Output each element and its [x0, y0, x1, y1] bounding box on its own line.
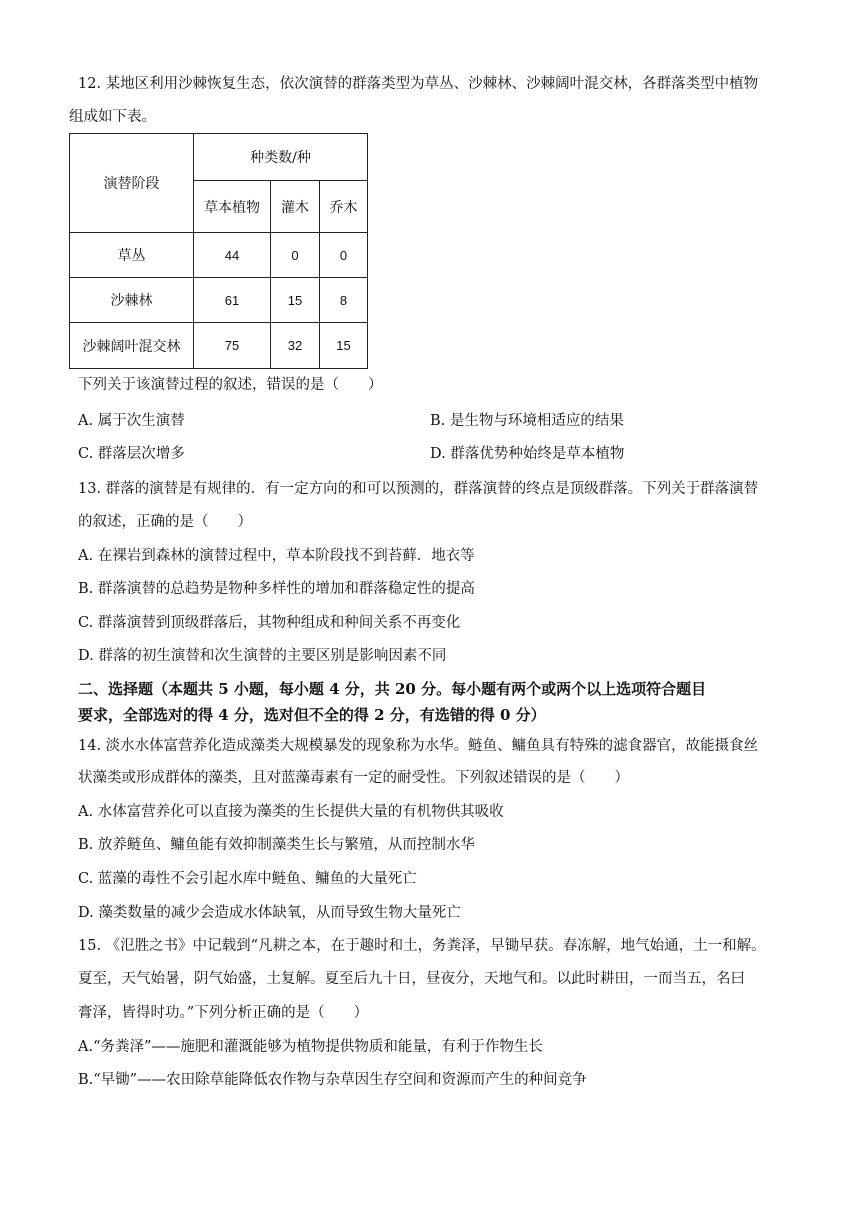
table-cell: 44: [194, 233, 271, 278]
q13-stem-line1: 13. 群落的演替是有规律的．有一定方向的和可以预测的，群落演替的终点是顶级群落。下列关于群落演替: [78, 481, 759, 497]
table-col-shrub: 灌木: [271, 181, 320, 233]
q13-stem-line2: 的叙述，正确的是（ ）: [78, 514, 252, 530]
table-cell: 15: [271, 278, 320, 323]
table-row: [70, 233, 368, 278]
section2-line1: 二、选择题（本题共 5 小题，每小题 4 分，共 20 分。每小题有两个或两个以上选项符合题目: [78, 680, 707, 698]
q12-stem-line1: 12. 某地区利用沙棘恢复生态，依次演替的群落类型为草丛、沙棘林、沙棘阔叶混交林，各群落类型中植物: [78, 76, 759, 92]
q15-option-a[interactable]: A.“务粪泽”——施肥和灌溉能够为植物提供物质和能量，有利于作物生长: [78, 1039, 543, 1055]
table-header-stage: 演替阶段: [70, 134, 194, 233]
q13-option-d[interactable]: D. 群落的初生演替和次生演替的主要区别是影响因素不同: [78, 648, 447, 664]
table-cell: 15: [320, 323, 368, 369]
q14-option-d[interactable]: D. 藻类数量的减少会造成水体缺氧，从而导致生物大量死亡: [78, 905, 461, 921]
table-header-species: 种类数/种: [194, 134, 368, 181]
section2-line2: 要求，全部选对的得 4 分，选对但不全的得 2 分，有选错的得 0 分）: [78, 706, 546, 724]
q12-question: 下列关于该演替过程的叙述，错误的是（ ）: [78, 377, 383, 393]
q14-stem-line2: 状藻类或形成群体的藻类，且对蓝藻毒素有一定的耐受性。下列叙述错误的是（ ）: [78, 770, 629, 786]
q15-stem-line3: 膏泽，皆得时功。”下列分析正确的是（ ）: [78, 1005, 369, 1021]
q14-option-b[interactable]: B. 放养鲢鱼、鳙鱼能有效抑制藻类生长与繁殖，从而控制水华: [78, 837, 475, 853]
table-cell: 0: [320, 233, 368, 278]
q15-option-b[interactable]: B.“早锄”——农田除草能降低农作物与杂草因生存空间和资源而产生的种间竞争: [78, 1072, 587, 1088]
table-cell: 0: [271, 233, 320, 278]
q15-stem-line2: 夏至，天气始暑，阴气始盛，土复解。夏至后九十日，昼夜分，天地气和。以此时耕田，一而当五，名曰: [78, 971, 745, 987]
table-cell-stage: 沙棘林: [70, 278, 194, 323]
q14-stem-line1: 14. 淡水水体富营养化造成藻类大规模暴发的现象称为水华。鲢鱼、鳙鱼具有特殊的滤食器官，故能摄食丝: [78, 738, 759, 754]
q12-option-c[interactable]: C. 群落层次增多: [78, 446, 185, 462]
succession-table: [69, 133, 368, 369]
table-cell: 75: [194, 323, 271, 369]
table-cell: 61: [194, 278, 271, 323]
q12-option-a[interactable]: A. 属于次生演替: [78, 413, 185, 429]
table-cell: 32: [271, 323, 320, 369]
table-cell: 8: [320, 278, 368, 323]
q13-option-b[interactable]: B. 群落演替的总趋势是物种多样性的增加和群落稳定性的提高: [78, 581, 475, 597]
q13-option-c[interactable]: C. 群落演替到顶级群落后，其物种组成和种间关系不再变化: [78, 615, 461, 631]
q12-stem-line2: 组成如下表。: [69, 109, 156, 125]
table-row: [70, 323, 368, 369]
table-row: [70, 278, 368, 323]
table-cell-stage: 沙棘阔叶混交林: [70, 323, 194, 369]
table-col-herb: 草本植物: [194, 181, 271, 233]
table-cell-stage: 草丛: [70, 233, 194, 278]
q12-option-d[interactable]: D. 群落优势种始终是草本植物: [430, 446, 625, 462]
q14-option-c[interactable]: C. 蓝藻的毒性不会引起水库中鲢鱼、鳙鱼的大量死亡: [78, 871, 417, 887]
q15-stem-line1: 15. 《氾胜之书》中记载到“凡耕之本，在于趣时和土，务粪泽，早锄早获。春冻解，地气始通，土一和解。: [78, 938, 766, 954]
q12-option-b[interactable]: B. 是生物与环境相适应的结果: [430, 413, 624, 429]
q13-option-a[interactable]: A. 在裸岩到森林的演替过程中，草本阶段找不到苔藓．地衣等: [78, 548, 475, 564]
table-col-tree: 乔木: [320, 181, 368, 233]
q14-option-a[interactable]: A. 水体富营养化可以直接为藻类的生长提供大量的有机物供其吸收: [78, 804, 504, 820]
